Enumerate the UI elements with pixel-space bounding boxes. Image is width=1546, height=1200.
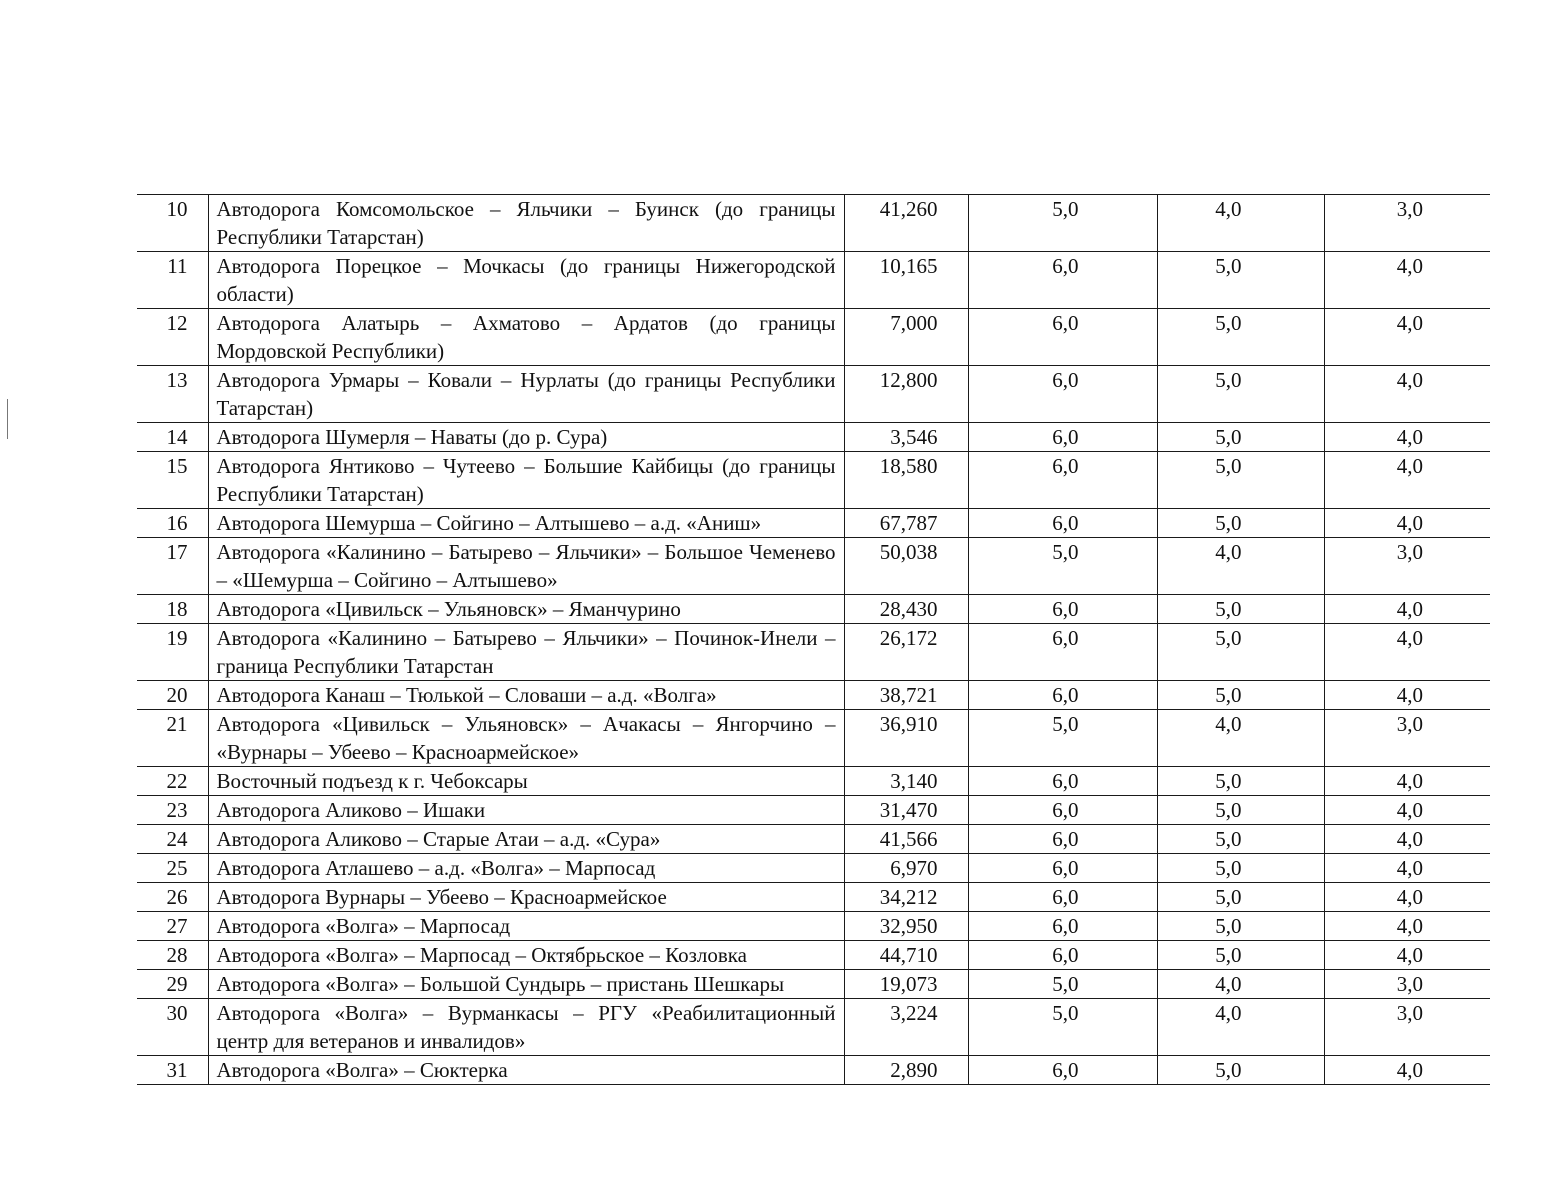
row-number: 12 — [137, 309, 208, 366]
value-col-3: 4,0 — [1324, 509, 1490, 538]
row-number: 15 — [137, 452, 208, 509]
road-name: Автодорога Аликово – Старые Атаи – а.д. «Сура» — [208, 825, 844, 854]
value-col-3: 3,0 — [1324, 970, 1490, 999]
row-number: 24 — [137, 825, 208, 854]
value-col-2: 4,0 — [1157, 710, 1324, 767]
road-name: Автодорога Порецкое – Мочкасы (до границы Нижегородской области) — [208, 252, 844, 309]
value-col-2: 5,0 — [1157, 595, 1324, 624]
row-number: 20 — [137, 681, 208, 710]
row-number: 25 — [137, 854, 208, 883]
value-col-3: 3,0 — [1324, 710, 1490, 767]
value-col-2: 5,0 — [1157, 681, 1324, 710]
value-col-1: 6,0 — [968, 595, 1157, 624]
road-length: 26,172 — [844, 624, 968, 681]
road-name: Автодорога «Волга» – Большой Сундырь – пристань Шешкары — [208, 970, 844, 999]
road-length: 31,470 — [844, 796, 968, 825]
row-number: 27 — [137, 912, 208, 941]
roads-table — [137, 194, 1490, 1085]
road-length: 6,970 — [844, 854, 968, 883]
value-col-1: 5,0 — [968, 538, 1157, 595]
value-col-1: 5,0 — [968, 710, 1157, 767]
road-name: Автодорога «Цивильск – Ульяновск» – Яманчурино — [208, 595, 844, 624]
row-number: 16 — [137, 509, 208, 538]
margin-mark — [7, 399, 8, 439]
road-name: Восточный подъезд к г. Чебоксары — [208, 767, 844, 796]
value-col-2: 5,0 — [1157, 912, 1324, 941]
value-col-1: 5,0 — [968, 999, 1157, 1056]
road-length: 19,073 — [844, 970, 968, 999]
value-col-3: 4,0 — [1324, 681, 1490, 710]
value-col-2: 5,0 — [1157, 854, 1324, 883]
value-col-2: 5,0 — [1157, 366, 1324, 423]
table-row — [137, 796, 1490, 825]
value-col-3: 4,0 — [1324, 912, 1490, 941]
road-length: 44,710 — [844, 941, 968, 970]
table-row — [137, 883, 1490, 912]
table-row — [137, 366, 1490, 423]
table-row — [137, 538, 1490, 595]
road-name: Автодорога Вурнары – Убеево – Красноармейское — [208, 883, 844, 912]
table-row — [137, 854, 1490, 883]
value-col-1: 5,0 — [968, 195, 1157, 252]
value-col-2: 5,0 — [1157, 252, 1324, 309]
value-col-1: 6,0 — [968, 883, 1157, 912]
value-col-2: 5,0 — [1157, 883, 1324, 912]
value-col-1: 6,0 — [968, 912, 1157, 941]
row-number: 21 — [137, 710, 208, 767]
value-col-2: 5,0 — [1157, 796, 1324, 825]
table-row — [137, 195, 1490, 252]
value-col-1: 6,0 — [968, 252, 1157, 309]
value-col-2: 5,0 — [1157, 624, 1324, 681]
value-col-3: 4,0 — [1324, 941, 1490, 970]
road-name: Автодорога «Волга» – Сюктерка — [208, 1056, 844, 1085]
value-col-2: 5,0 — [1157, 309, 1324, 366]
value-col-1: 6,0 — [968, 796, 1157, 825]
row-number: 29 — [137, 970, 208, 999]
value-col-2: 5,0 — [1157, 423, 1324, 452]
row-number: 14 — [137, 423, 208, 452]
value-col-3: 4,0 — [1324, 883, 1490, 912]
value-col-1: 6,0 — [968, 366, 1157, 423]
value-col-3: 4,0 — [1324, 423, 1490, 452]
value-col-1: 5,0 — [968, 970, 1157, 999]
value-col-1: 6,0 — [968, 825, 1157, 854]
road-name: Автодорога «Калинино – Батырево – Яльчики» – Большое Чеменево – «Шемурша – Сойгино – Алтышево» — [208, 538, 844, 595]
road-length: 32,950 — [844, 912, 968, 941]
road-name: Автодорога «Волга» – Вурманкасы – РГУ «Реабилитационный центр для ветеранов и инвалидов» — [208, 999, 844, 1056]
road-name: Автодорога «Волга» – Марпосад – Октябрьское – Козловка — [208, 941, 844, 970]
table-row — [137, 941, 1490, 970]
road-length: 67,787 — [844, 509, 968, 538]
table-row — [137, 252, 1490, 309]
value-col-3: 4,0 — [1324, 595, 1490, 624]
road-name: Автодорога «Калинино – Батырево – Яльчики» – Починок-Инели – граница Республики Татарстан — [208, 624, 844, 681]
table-row — [137, 452, 1490, 509]
road-name: Автодорога Шемурша – Сойгино – Алтышево – а.д. «Аниш» — [208, 509, 844, 538]
value-col-1: 6,0 — [968, 767, 1157, 796]
value-col-3: 4,0 — [1324, 825, 1490, 854]
value-col-1: 6,0 — [968, 681, 1157, 710]
value-col-2: 5,0 — [1157, 825, 1324, 854]
value-col-1: 6,0 — [968, 309, 1157, 366]
row-number: 30 — [137, 999, 208, 1056]
row-number: 13 — [137, 366, 208, 423]
row-number: 19 — [137, 624, 208, 681]
value-col-3: 4,0 — [1324, 624, 1490, 681]
road-name: Автодорога Комсомольское – Яльчики – Буинск (до границы Республики Татарстан) — [208, 195, 844, 252]
road-length: 38,721 — [844, 681, 968, 710]
value-col-3: 4,0 — [1324, 452, 1490, 509]
value-col-1: 6,0 — [968, 1056, 1157, 1085]
value-col-1: 6,0 — [968, 941, 1157, 970]
road-length: 3,140 — [844, 767, 968, 796]
road-length: 7,000 — [844, 309, 968, 366]
value-col-2: 5,0 — [1157, 767, 1324, 796]
row-number: 22 — [137, 767, 208, 796]
value-col-2: 4,0 — [1157, 970, 1324, 999]
row-number: 26 — [137, 883, 208, 912]
value-col-3: 4,0 — [1324, 796, 1490, 825]
table-row — [137, 509, 1490, 538]
road-name: Автодорога «Цивильск – Ульяновск» – Ачакасы – Янгорчино – «Вурнары – Убеево – Красноармейское» — [208, 710, 844, 767]
table-row — [137, 825, 1490, 854]
value-col-3: 4,0 — [1324, 309, 1490, 366]
value-col-3: 4,0 — [1324, 366, 1490, 423]
row-number: 17 — [137, 538, 208, 595]
value-col-1: 6,0 — [968, 452, 1157, 509]
road-name: Автодорога Атлашево – а.д. «Волга» – Марпосад — [208, 854, 844, 883]
road-name: Автодорога «Волга» – Марпосад — [208, 912, 844, 941]
road-length: 10,165 — [844, 252, 968, 309]
table-row — [137, 423, 1490, 452]
table-row — [137, 767, 1490, 796]
table-row — [137, 681, 1490, 710]
value-col-2: 5,0 — [1157, 941, 1324, 970]
row-number: 11 — [137, 252, 208, 309]
table-row — [137, 710, 1490, 767]
value-col-3: 3,0 — [1324, 999, 1490, 1056]
value-col-2: 5,0 — [1157, 452, 1324, 509]
road-length: 18,580 — [844, 452, 968, 509]
value-col-3: 3,0 — [1324, 538, 1490, 595]
value-col-2: 4,0 — [1157, 999, 1324, 1056]
road-length: 12,800 — [844, 366, 968, 423]
value-col-2: 5,0 — [1157, 509, 1324, 538]
value-col-2: 4,0 — [1157, 538, 1324, 595]
road-length: 3,546 — [844, 423, 968, 452]
row-number: 28 — [137, 941, 208, 970]
table-row — [137, 624, 1490, 681]
road-name: Автодорога Урмары – Ковали – Нурлаты (до границы Республики Татарстан) — [208, 366, 844, 423]
road-length: 41,566 — [844, 825, 968, 854]
road-length: 41,260 — [844, 195, 968, 252]
road-length: 34,212 — [844, 883, 968, 912]
road-name: Автодорога Алатырь – Ахматово – Ардатов (до границы Мордовской Республики) — [208, 309, 844, 366]
road-name: Автодорога Канаш – Тюлькой – Словаши – а.д. «Волга» — [208, 681, 844, 710]
value-col-3: 4,0 — [1324, 1056, 1490, 1085]
value-col-3: 4,0 — [1324, 767, 1490, 796]
road-length: 2,890 — [844, 1056, 968, 1085]
value-col-3: 4,0 — [1324, 854, 1490, 883]
road-name: Автодорога Аликово – Ишаки — [208, 796, 844, 825]
value-col-2: 4,0 — [1157, 195, 1324, 252]
table-row — [137, 999, 1490, 1056]
table-row — [137, 595, 1490, 624]
value-col-1: 6,0 — [968, 854, 1157, 883]
row-number: 23 — [137, 796, 208, 825]
row-number: 31 — [137, 1056, 208, 1085]
value-col-2: 5,0 — [1157, 1056, 1324, 1085]
value-col-3: 4,0 — [1324, 252, 1490, 309]
table-row — [137, 912, 1490, 941]
road-length: 3,224 — [844, 999, 968, 1056]
value-col-1: 6,0 — [968, 624, 1157, 681]
road-length: 28,430 — [844, 595, 968, 624]
table-row — [137, 1056, 1490, 1085]
road-length: 50,038 — [844, 538, 968, 595]
road-name: Автодорога Шумерля – Наваты (до р. Сура) — [208, 423, 844, 452]
table-row — [137, 309, 1490, 366]
value-col-1: 6,0 — [968, 509, 1157, 538]
row-number: 18 — [137, 595, 208, 624]
value-col-1: 6,0 — [968, 423, 1157, 452]
value-col-3: 3,0 — [1324, 195, 1490, 252]
roads-table-body — [137, 195, 1490, 1085]
road-name: Автодорога Янтиково – Чутеево – Большие Кайбицы (до границы Республики Татарстан) — [208, 452, 844, 509]
row-number: 10 — [137, 195, 208, 252]
road-length: 36,910 — [844, 710, 968, 767]
table-row — [137, 970, 1490, 999]
